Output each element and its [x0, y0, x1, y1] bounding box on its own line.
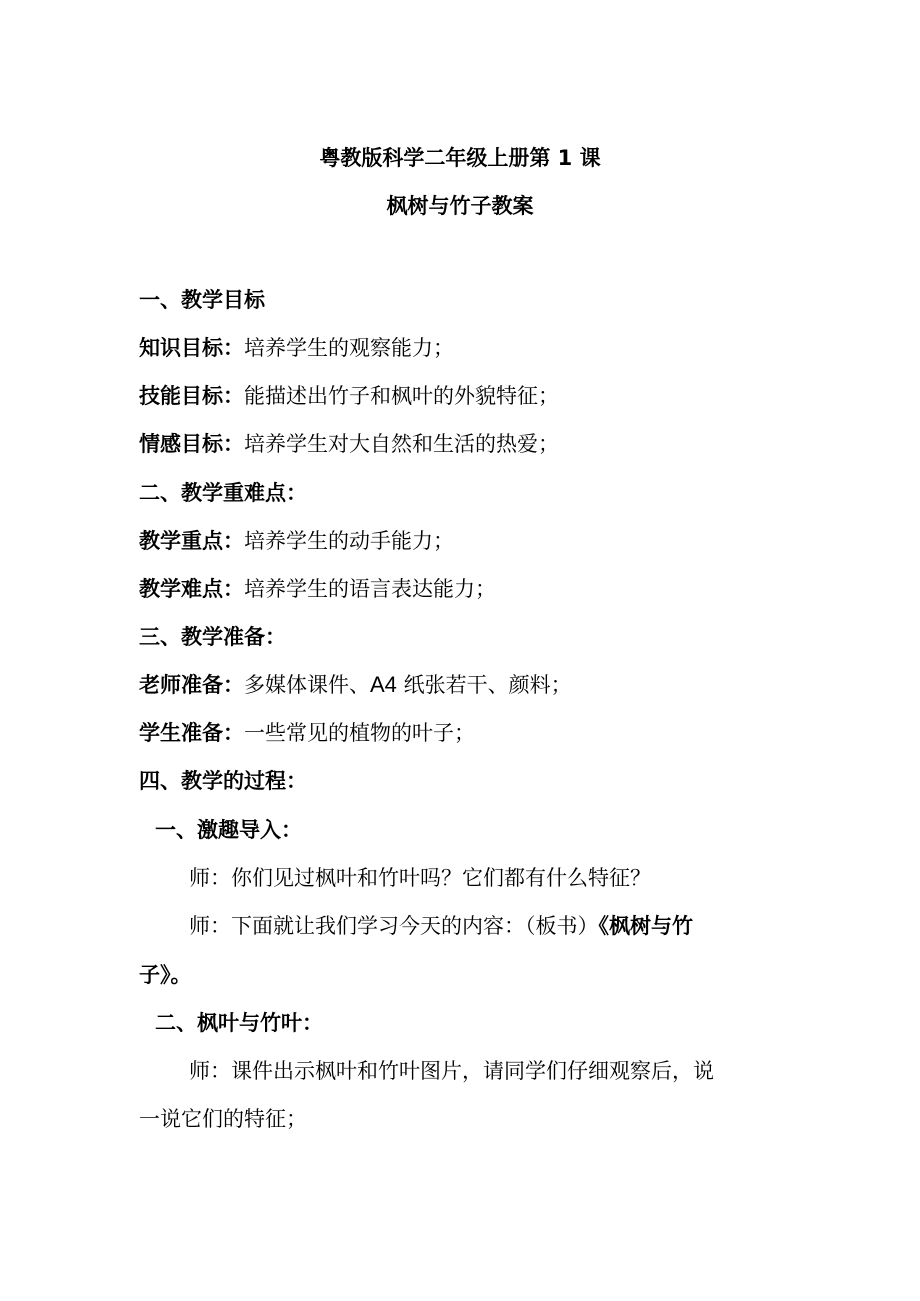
teacher-preparation-label: 老师准备：: [139, 673, 244, 697]
skill-objective-text: 能描述出竹子和枫叶的外貌特征；: [244, 384, 559, 408]
teacher-preparation-text-b: 纸张若干、颜料；: [396, 673, 572, 697]
subsection-heading-intro: 一、激趣导入：: [155, 818, 302, 842]
teacher-preparation: [139, 672, 779, 698]
subsection-heading-leaves: 二、枫叶与竹叶：: [155, 1011, 323, 1035]
intro-paragraph-2: [189, 913, 829, 939]
emotion-objective: [139, 431, 779, 457]
difficult-point: [139, 576, 779, 602]
skill-objective-label: 技能目标：: [139, 384, 244, 408]
student-preparation-label: 学生准备：: [139, 721, 244, 745]
document-subtitle: 枫树与竹子教案: [386, 194, 534, 218]
lesson-title-quote-part2: 子》。: [139, 963, 192, 987]
leaves-paragraph-line-1: 师：课件出示枫叶和竹叶图片，请同学们仔细观察后，说: [189, 1059, 714, 1083]
teacher-preparation-text-a: 多媒体课件、: [244, 673, 370, 697]
knowledge-objective: [139, 335, 779, 361]
intro-paragraph-2-text: 师：下面就让我们学习今天的内容：（板书）: [189, 914, 599, 938]
document-title: 粤教版科学二年级上册第 1 课: [319, 146, 601, 170]
skill-objective: [139, 383, 779, 409]
leaves-paragraph-line-2: 一说它们的特征；: [139, 1107, 307, 1131]
teacher-preparation-a4: A4: [370, 672, 397, 697]
emotion-objective-label: 情感目标：: [139, 432, 244, 456]
section-heading-preparation: 三、教学准备：: [139, 625, 286, 649]
knowledge-objective-label: 知识目标：: [139, 336, 244, 360]
section-heading-key-points: 二、教学重难点：: [139, 481, 307, 505]
difficult-point-label: 教学难点：: [139, 577, 244, 601]
section-heading-process: 四、教学的过程：: [139, 769, 307, 793]
emotion-objective-text: 培养学生对大自然和生活的热爱；: [244, 432, 559, 456]
student-preparation-text: 一些常见的植物的叶子；: [244, 721, 475, 745]
intro-paragraph-1: 师：你们见过枫叶和竹叶吗？它们都有什么特征？: [189, 866, 651, 890]
key-point: [139, 528, 779, 554]
section-heading-objectives: 一、教学目标: [139, 288, 265, 312]
key-point-text: 培养学生的动手能力；: [244, 529, 454, 553]
knowledge-objective-text: 培养学生的观察能力；: [244, 336, 454, 360]
lesson-title-quote-part1: 《枫树与竹: [598, 914, 693, 938]
difficult-point-text: 培养学生的语言表达能力；: [244, 577, 496, 601]
key-point-label: 教学重点：: [139, 529, 244, 553]
student-preparation: [139, 720, 779, 746]
